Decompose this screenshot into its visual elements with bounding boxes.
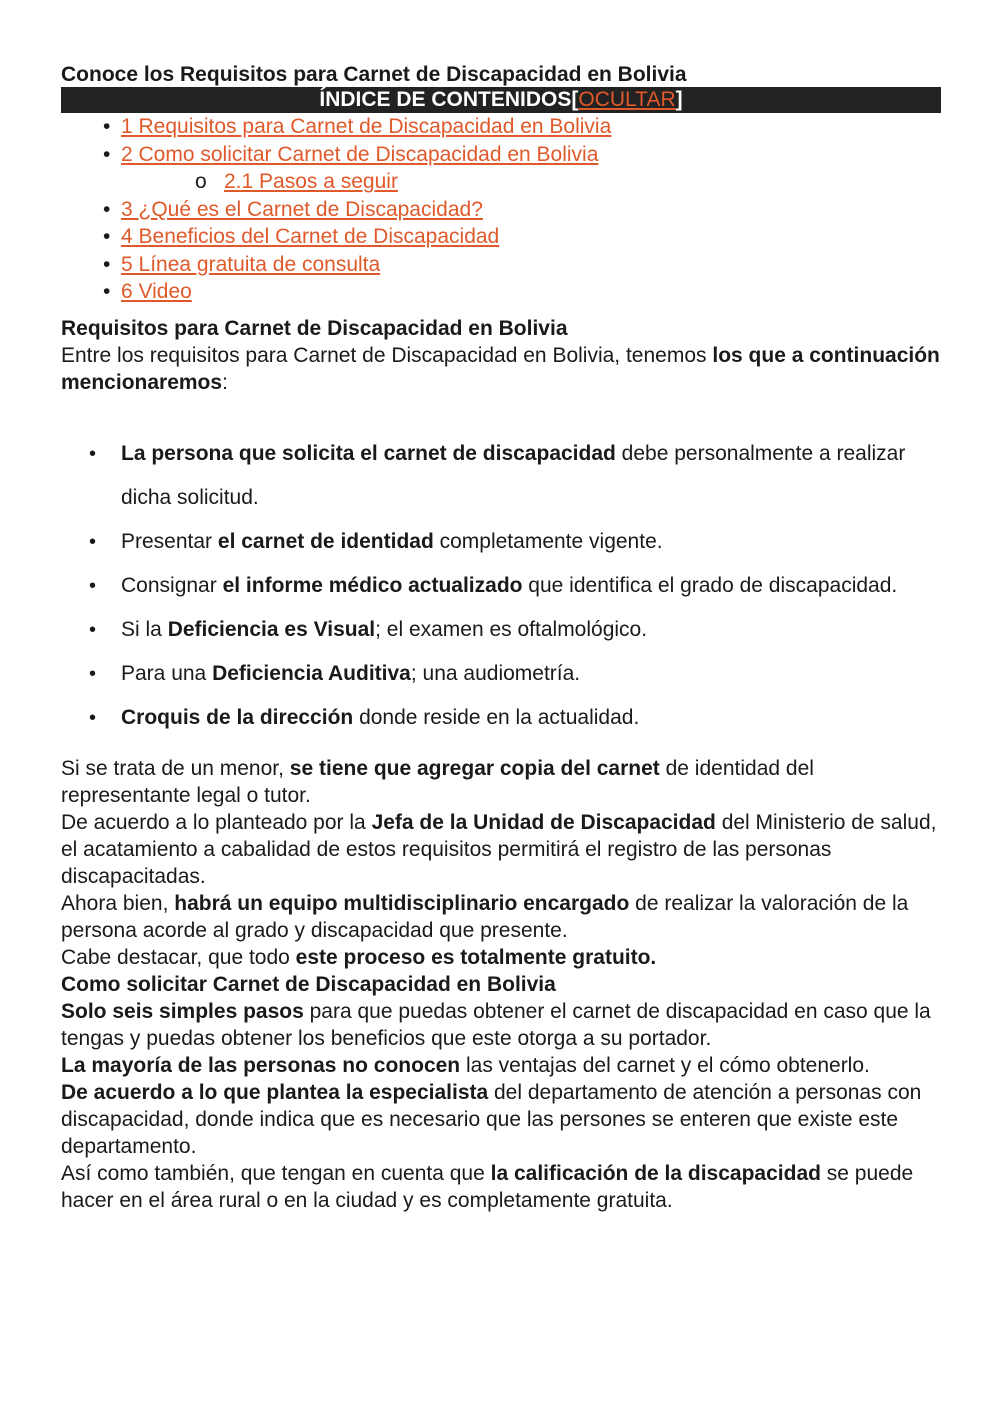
toc-link-beneficios[interactable]: 4 Beneficios del Carnet de Discapacidad xyxy=(121,225,500,248)
bullet-icon: • xyxy=(89,574,97,597)
bold-span: se tiene que agregar copia del carnet xyxy=(289,756,660,780)
text-span: Si la xyxy=(121,617,168,641)
text-span: donde reside en la actualidad. xyxy=(353,705,640,729)
bold-span: habrá un equipo multidisciplinario encargado xyxy=(174,891,630,915)
requirement-item xyxy=(61,432,941,520)
text-span: debe personalmente a realizar dicha solicitud. xyxy=(121,441,906,509)
bullet-icon: • xyxy=(103,142,111,166)
toc-subitem xyxy=(61,168,941,196)
toc-link-como-solicitar[interactable]: 2 Como solicitar Carnet de Discapacidad en Bolivia xyxy=(121,142,599,166)
toc-link-video[interactable]: 6 Video xyxy=(121,280,192,303)
bold-span: La persona que solicita el carnet de discapacidad xyxy=(121,441,616,465)
text-span: Así como también, que tengan en cuenta que xyxy=(61,1161,491,1185)
text-span: se puede hacer en el área rural o en la ciudad y es completamente gratuita. xyxy=(61,1161,914,1212)
text-span: De acuerdo a lo planteado por la xyxy=(61,810,372,834)
text-span: del departamento de atención a personas con discapacidad, donde indica que es necesario que las persones se enteren que existe este departamento. xyxy=(61,1080,922,1158)
paragraph-menor xyxy=(61,755,941,809)
text-span: Consignar xyxy=(121,573,223,597)
requirement-item xyxy=(61,652,941,696)
toc-item xyxy=(61,251,941,279)
bold-span: los que a continuación mencionaremos xyxy=(61,343,940,394)
text-span: Si se trata de un menor, xyxy=(61,756,290,780)
bold-span: este proceso es totalmente gratuito. xyxy=(295,945,657,969)
intro-paragraph xyxy=(61,342,941,396)
text-span: del Ministerio de salud, el acatamiento a cabalidad de estos requisitos permitirá el registro de las personas discapacitadas. xyxy=(61,810,937,888)
bold-span: Deficiencia Auditiva xyxy=(212,661,411,685)
bullet-icon: • xyxy=(89,442,97,465)
toc-heading: ÍNDICE DE CONTENIDOS xyxy=(319,88,572,111)
bullet-icon: • xyxy=(89,530,97,553)
section-heading-como-solicitar xyxy=(61,971,941,998)
bold-span: Deficiencia es Visual xyxy=(167,617,376,641)
paragraph-equipo xyxy=(61,890,941,944)
document-page xyxy=(61,62,941,1214)
requirement-item xyxy=(61,608,941,652)
bullet-icon: • xyxy=(103,280,111,303)
toc-item xyxy=(61,278,941,306)
paragraph-calificacion xyxy=(61,1160,941,1214)
toc-bracket-close: ] xyxy=(675,88,683,111)
paragraph-pasos xyxy=(61,998,941,1052)
bold-span: la calificación de la discapacidad xyxy=(490,1161,821,1185)
bullet-icon: • xyxy=(103,115,111,138)
text-span: de identidad del representante legal o tutor. xyxy=(61,756,814,807)
text-span: que identifica el grado de discapacidad. xyxy=(522,573,898,597)
toc-link-que-es[interactable]: 3 ¿Qué es el Carnet de Discapacidad? xyxy=(121,197,483,221)
requirement-item xyxy=(61,520,941,564)
page-title: Conoce los Requisitos para Carnet de Discapacidad en Bolivia xyxy=(61,63,687,86)
requirement-item xyxy=(61,564,941,608)
text-span: las ventajas del carnet y el cómo obtenerlo. xyxy=(460,1053,870,1077)
toc-item xyxy=(61,113,941,141)
toc-list xyxy=(61,113,941,306)
toc-bracket-open: [ xyxy=(571,88,579,111)
text-span: para que puedas obtener el carnet de discapacidad en caso que la tengas y puedas obtener los beneficios que este otorga a su portador. xyxy=(61,999,931,1050)
paragraph-mayoria xyxy=(61,1052,941,1079)
text-span: Presentar xyxy=(121,529,218,553)
text-span: ; el examen es oftalmológico. xyxy=(375,617,648,641)
text-span: Cabe destacar, que todo xyxy=(61,945,296,969)
text-span: completamente vigente. xyxy=(433,529,663,553)
bold-span: Solo seis simples pasos xyxy=(61,999,304,1023)
text-span: ; una audiometría. xyxy=(410,661,581,685)
text-span: : xyxy=(222,370,228,394)
toc-link-requisitos[interactable]: 1 Requisitos para Carnet de Discapacidad en Bolivia xyxy=(121,115,612,138)
text-span: de realizar la valoración de la persona acorde al grado y discapacidad que presente. xyxy=(61,891,909,942)
paragraph-jefa xyxy=(61,809,941,890)
toc-item xyxy=(61,141,941,169)
bold-span: el informe médico actualizado xyxy=(222,573,523,597)
text-span: Entre los requisitos para Carnet de Discapacidad en Bolivia, tenemos xyxy=(61,343,713,367)
toc-link-linea[interactable]: 5 Línea gratuita de consulta xyxy=(121,252,381,276)
bold-span: Jefa de la Unidad de Discapacidad xyxy=(371,810,716,834)
requirement-item xyxy=(61,696,941,740)
bullet-icon: • xyxy=(89,706,97,729)
bullet-icon: • xyxy=(103,197,111,221)
paragraph-gratuito xyxy=(61,944,941,971)
bullet-icon: • xyxy=(89,618,97,641)
paragraph-especialista xyxy=(61,1079,941,1160)
toc-item xyxy=(61,223,941,251)
bold-span: Como solicitar Carnet de Discapacidad en Bolivia xyxy=(61,972,556,996)
bold-span: el carnet de identidad xyxy=(217,529,434,553)
toc-header xyxy=(61,87,941,113)
bold-span: La mayoría de las personas no conocen xyxy=(61,1053,461,1077)
requirements-list xyxy=(61,432,941,740)
bullet-icon: • xyxy=(103,252,111,276)
sub-bullet-icon: o xyxy=(195,170,207,193)
bold-span: Croquis de la dirección xyxy=(121,705,354,729)
bullet-icon: • xyxy=(89,662,97,685)
text-span: Ahora bien, xyxy=(61,891,175,915)
bullet-icon: • xyxy=(103,225,111,248)
toc-link-pasos[interactable]: 2.1 Pasos a seguir xyxy=(224,170,398,193)
text-span: Para una xyxy=(121,661,213,685)
toc-item xyxy=(61,196,941,224)
bold-span: De acuerdo a lo que plantea la especialista xyxy=(61,1080,489,1104)
toc-hide-link[interactable]: OCULTAR xyxy=(578,88,676,111)
section-heading-requisitos: Requisitos para Carnet de Discapacidad en Bolivia xyxy=(61,316,568,340)
